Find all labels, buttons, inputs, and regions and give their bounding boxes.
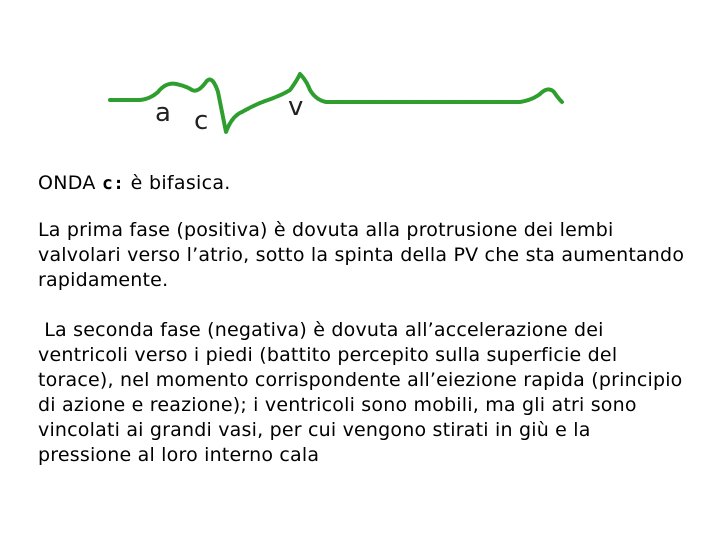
- jugular-pulse-waveform: [0, 0, 720, 150]
- heading-rest: è bifasica.: [124, 172, 231, 194]
- paragraph-second-phase: La seconda fase (negativa) è dovuta all’accelerazione dei ventricoli verso i piedi (battito percepito sulla superficie del torace), nel momento corrispondente all’eiezione rapida (principio di azione e reazione); i ventricoli sono mobili, ma gli atri sono vincolati ai grandi vasi, per cui vengono stirati in giù e la pressione al loro interno cala: [38, 319, 689, 466]
- heading: [38, 172, 688, 194]
- wave-label-c: c: [194, 106, 209, 136]
- wave-label-a: a: [155, 98, 171, 128]
- heading-prefix: ONDA: [38, 172, 103, 194]
- waveform-line: [110, 74, 562, 132]
- heading-code: c:: [102, 173, 125, 194]
- wave-label-v: v: [288, 92, 304, 122]
- paragraph-first-phase: La prima fase (positiva) è dovuta alla protrusione dei lembi valvolari verso l’atrio, sotto la spinta della PV che sta aumentando rapidamente.: [38, 219, 685, 291]
